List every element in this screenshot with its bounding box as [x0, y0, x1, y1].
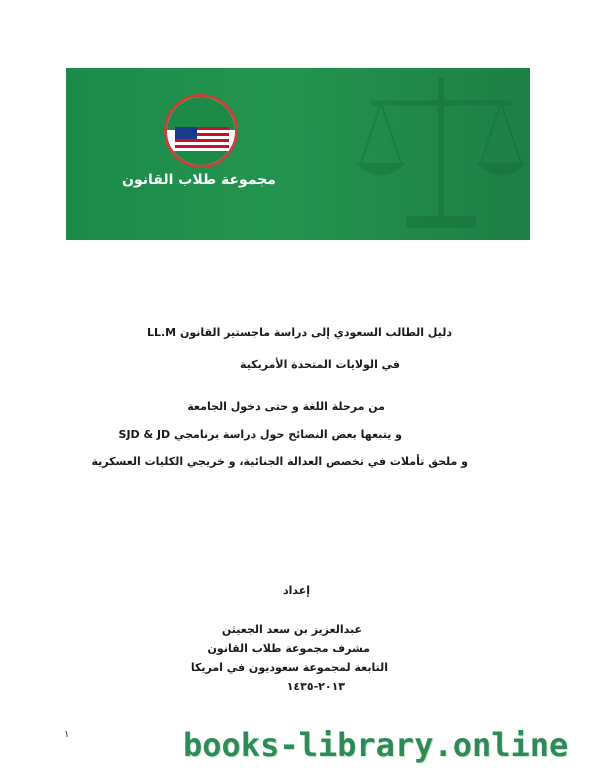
- doc-programs-line: و يتبعها بعض النصائح حول دراسة برنامجي SJD & JD: [118, 428, 402, 441]
- us-flag-canton: [175, 127, 197, 139]
- banner-title: مجموعة طلاب القانون: [122, 172, 276, 188]
- doc-appendix-line: و ملحق تأملات في تخصص العدالة الجنائية، و خريجي الكليات العسكرية: [91, 455, 468, 468]
- author-affiliation: التابعة لمجموعة سعوديون في امريكا: [190, 661, 388, 674]
- scales-of-justice-icon: [346, 68, 530, 240]
- header-banner: [66, 68, 530, 240]
- doc-subtitle-line: في الولايات المتحدة الأمريكية: [240, 358, 400, 371]
- emblem-bottom-band: [167, 151, 235, 165]
- doc-title-line: دليل الطالب السعودي إلى دراسة ماجستير القانون LL.M: [146, 326, 452, 339]
- site-watermark: books-library.online: [183, 726, 569, 764]
- prepared-by-label: إعداد: [282, 584, 310, 597]
- saudi-flag-icon: [167, 97, 235, 130]
- author-year: ٢٠١٣-١٤٣٥: [286, 680, 345, 693]
- doc-phase-line: من مرحلة اللغة و حتى دخول الجامعة: [187, 400, 385, 413]
- emblem-logo: [164, 94, 238, 168]
- author-name: عبدالعزيز بن سعد الجعيثن: [221, 623, 362, 636]
- page-number: ١: [64, 729, 70, 740]
- author-role: مشرف مجموعة طلاب القانون: [207, 642, 370, 655]
